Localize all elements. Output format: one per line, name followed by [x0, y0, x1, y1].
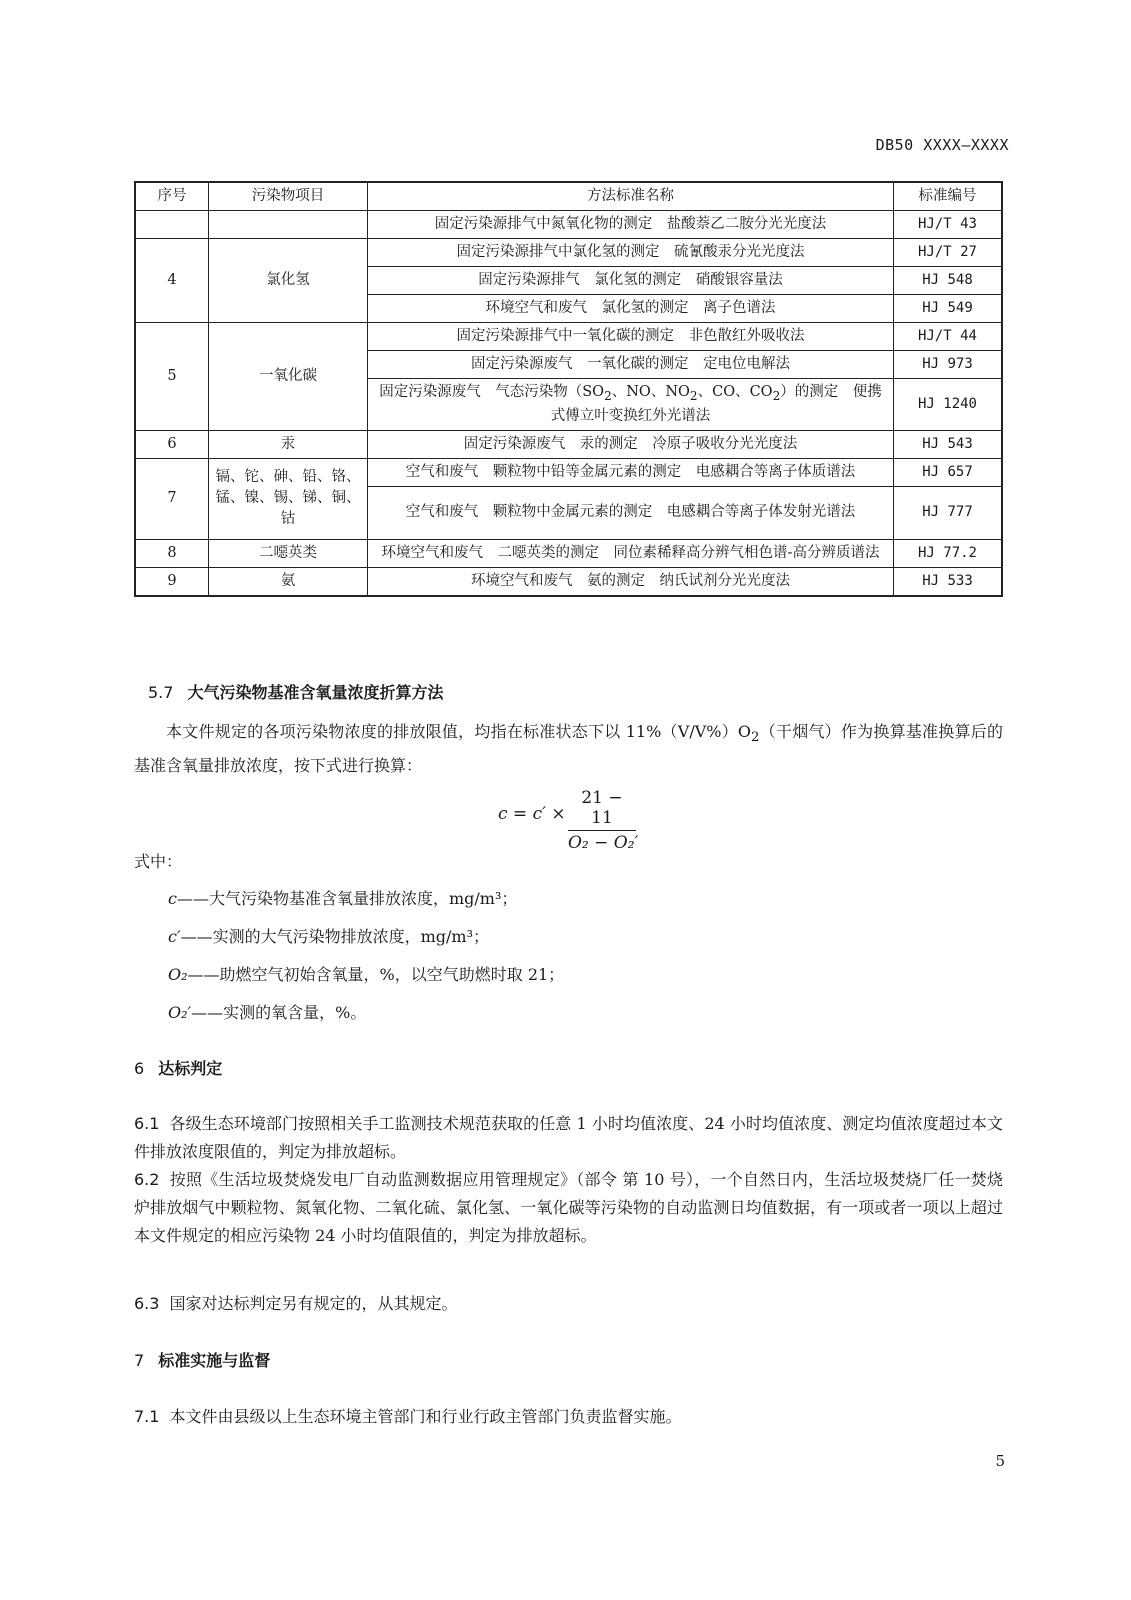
- method-cell: 固定污染源排气中氮氧化物的测定 盐酸萘乙二胺分光光度法: [368, 211, 894, 239]
- method-cell: 固定污染源废气 一氧化碳的测定 定电位电解法: [368, 351, 894, 379]
- code-cell: HJ 543: [894, 430, 1003, 458]
- variable-definition: c′——实测的大气污染物排放浓度，mg/m³；: [168, 927, 489, 946]
- table-row: [135, 239, 1002, 267]
- formula-numerator: 21 − 11: [568, 788, 636, 831]
- table-row: [135, 567, 1002, 596]
- method-cell: 固定污染源废气 汞的测定 冷原子吸收分光光度法: [368, 430, 894, 458]
- method-cell: 固定污染源排气中氯化氢的测定 硫氰酸汞分光光度法: [368, 239, 894, 267]
- code-cell: HJ 657: [894, 458, 1003, 486]
- clause-6-1: 6.1 各级生态环境部门按照相关手工监测技术规范获取的任意 1 小时均值浓度、24 小时均值浓度、测定均值浓度超过本文件排放浓度限值的，判定为排放超标。: [134, 1114, 1003, 1161]
- item-cell: 氯化氢: [209, 239, 368, 323]
- no-cell: 5: [135, 323, 209, 430]
- variable-definition: O₂——助燃空气初始含氧量，%，以空气助燃时取 21；: [168, 965, 565, 984]
- variable-definition: O₂′——实测的氧含量，%。: [168, 1003, 367, 1022]
- section-6-heading: 6 达标判定: [134, 1059, 223, 1078]
- code-cell: HJ 533: [894, 567, 1003, 596]
- clause-6-3: 6.3 国家对达标判定另有规定的，从其规定。: [134, 1294, 458, 1313]
- method-cell: 空气和废气 颗粒物中铅等金属元素的测定 电感耦合等离子体质谱法: [368, 458, 894, 486]
- section-5-7-paragraph: 本文件规定的各项污染物浓度的排放限值，均指在标准状态下以 $11\%(V/V\%)O_2$（干烟气）作为换算基准换算后的基准含氧量排放浓度，按下式进行换算：: [134, 722, 1003, 776]
- item-cell: 一氧化碳: [209, 323, 368, 430]
- header-no: 序号: [135, 182, 209, 211]
- code-cell: HJ 777: [894, 486, 1003, 539]
- header-method: 方法标准名称: [368, 182, 894, 211]
- table-row: [135, 323, 1002, 351]
- formula-lhs: c = c′ ×: [498, 804, 566, 824]
- code-cell: HJ/T 44: [894, 323, 1003, 351]
- clause-6-2: 6.2 按照《生活垃圾焚烧发电厂自动监测数据应用管理规定》（部令 第 10 号），一个自然日内，生活垃圾焚烧厂任一焚烧炉排放烟气中颗粒物、氮氧化物、二氧化硫、氯化氢、一氧化碳等污染物的自动监测日均值数据，有一项或者一项以上超过本文件规定的相应污染物 24 小时均值限值的，判定为排放超标。: [134, 1170, 1003, 1245]
- section-7-heading: 7 标准实施与监督: [134, 1351, 271, 1370]
- item-cell: 镉、铊、砷、铅、铬、锰、镍、锡、锑、铜、钴: [209, 458, 368, 539]
- formula-denominator: O₂ − O₂′: [568, 833, 639, 853]
- header-item: 污染物项目: [209, 182, 368, 211]
- table-row: [135, 211, 1002, 239]
- item-cell: 氨: [209, 567, 368, 596]
- code-cell: HJ 77.2: [894, 539, 1003, 567]
- code-cell: HJ 973: [894, 351, 1003, 379]
- variable-definition: c——大气污染物基准含氧量排放浓度，mg/m³；: [168, 889, 518, 908]
- header-code: 标准编号: [894, 182, 1003, 211]
- method-cell: 固定污染源排气中一氧化碳的测定 非色散红外吸收法: [368, 323, 894, 351]
- no-cell: 7: [135, 458, 209, 539]
- no-cell: 6: [135, 430, 209, 458]
- page-number: 5: [995, 1452, 1005, 1470]
- item-cell: 汞: [209, 430, 368, 458]
- code-cell: HJ/T 27: [894, 239, 1003, 267]
- methods-table: [134, 181, 1003, 597]
- no-cell: 9: [135, 567, 209, 596]
- code-cell: HJ 548: [894, 267, 1003, 295]
- table-row: [135, 430, 1002, 458]
- no-cell: 8: [135, 539, 209, 567]
- method-cell: 环境空气和废气 二噁英类的测定 同位素稀释高分辨气相色谱-高分辨质谱法: [368, 539, 894, 567]
- table-header-row: [135, 182, 1002, 211]
- method-cell: 固定污染源排气 氯化氢的测定 硝酸银容量法: [368, 267, 894, 295]
- table-row: [135, 539, 1002, 567]
- code-cell: HJ 1240: [894, 379, 1003, 430]
- code-cell: HJ/T 43: [894, 211, 1003, 239]
- method-cell: 环境空气和废气 氯化氢的测定 离子色谱法: [368, 295, 894, 323]
- method-cell: 环境空气和废气 氨的测定 纳氏试剂分光光度法: [368, 567, 894, 596]
- code-cell: HJ 549: [894, 295, 1003, 323]
- document-code: DB50 XXXX—XXXX: [875, 136, 1009, 154]
- method-cell: 空气和废气 颗粒物中金属元素的测定 电感耦合等离子体发射光谱法: [368, 486, 894, 539]
- no-cell: 4: [135, 239, 209, 323]
- section-5-7-heading: 5.7 大气污染物基准含氧量浓度折算方法: [148, 683, 444, 702]
- method-cell: 固定污染源废气 气态污染物（$SO_2$、NO、$NO_2$、CO、$CO_2$）的测定 便携式傅立叶变换红外光谱法: [368, 379, 894, 430]
- clause-7-1: 7.1 本文件由县级以上生态环境主管部门和行业行政主管部门负责监督实施。: [134, 1407, 682, 1426]
- table-row: [135, 458, 1002, 486]
- item-cell: 二噁英类: [209, 539, 368, 567]
- formula-fraction: [568, 788, 639, 853]
- where-label: 式中：: [134, 852, 183, 871]
